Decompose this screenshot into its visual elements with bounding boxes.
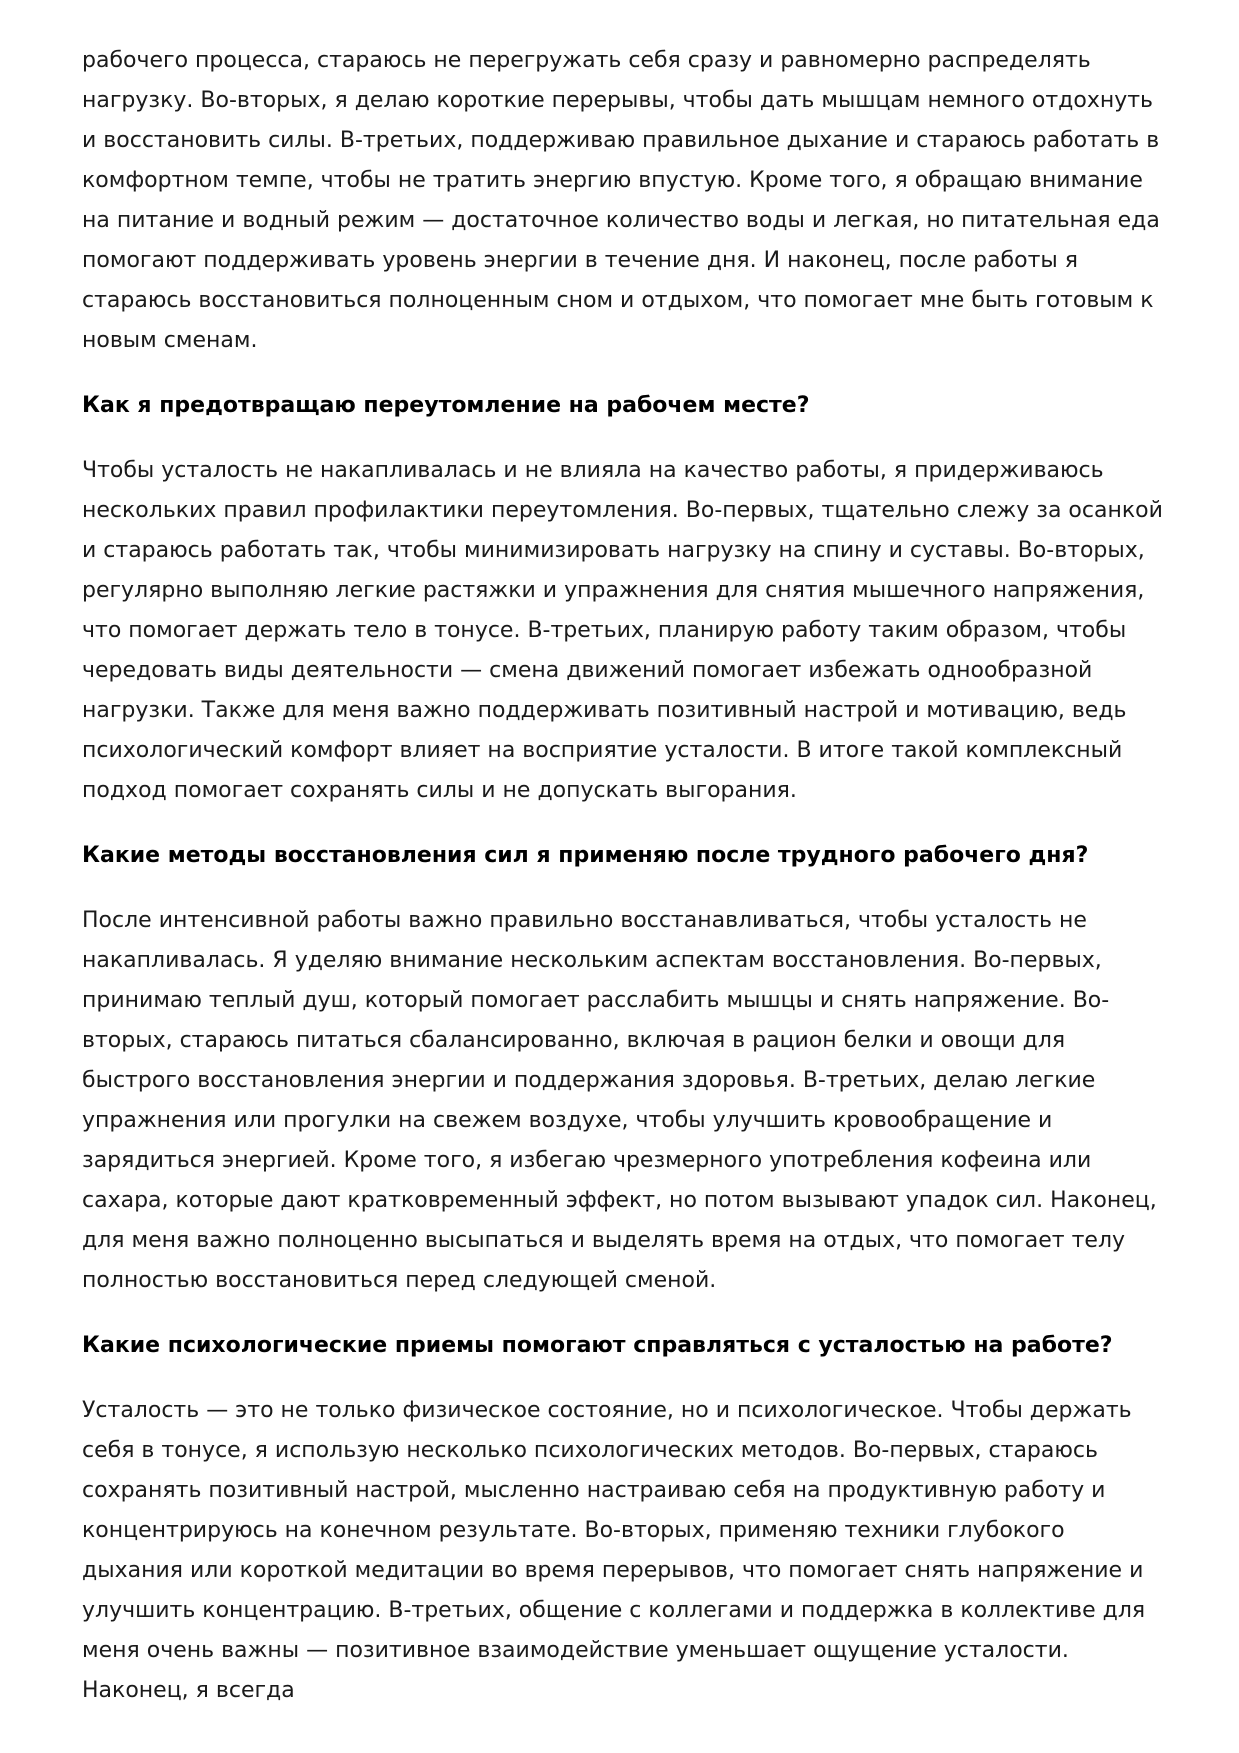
heading-recovery-methods: Какие методы восстановления сил я применяю после трудного рабочего дня? xyxy=(82,843,1089,868)
paragraph-psychological-techniques: Усталость — это не только физическое состояние, но и психологическое. Чтобы держать себя в тонусе, я использую несколько психологических методов. Во-первых, стараюсь сохранять позитивный настрой, мысленно настраиваю себя на продуктивную работу и концентрируюсь на конечном результате. Во-вторых, применяю техники глубокого дыхания или короткой медитации во время перерывов, что помогает снять напряжение и улучшить концентрацию. В-третьих, общение с коллегами и поддержка в коллективе для меня очень важны — позитивное взаимодействие уменьшает ощущение усталости. Наконец, я всегда xyxy=(82,1398,1146,1703)
document-page xyxy=(82,41,1172,1736)
paragraph-recovery-methods: После интенсивной работы важно правильно восстанавливаться, чтобы усталость не накапливалась. Я уделяю внимание нескольким аспектам восстановления. Во-первых, принимаю теплый душ, который помогает расслабить мышцы и снять напряжение. Во-вторых, стараюсь питаться сбалансированно, включая в рацион белки и овощи для быстрого восстановления энергии и поддержания здоровья. В-третьих, делаю легкие упражнения или прогулки на свежем воздухе, чтобы улучшить кровообращение и зарядиться энергией. Кроме того, я избегаю чрезмерного употребления кофеина или сахара, которые дают кратковременный эффект, но потом вызывают упадок сил. Наконец, для меня важно полноценно высыпаться и выделять время на отдых, что помогает телу полностью восстановиться перед следующей сменой. xyxy=(82,908,1157,1293)
paragraph-workload-management: рабочего процесса, стараюсь не перегружать себя сразу и равномерно распределять нагрузку. Во-вторых, я делаю короткие перерывы, чтобы дать мышцам немного отдохнуть и восстановить силы. В-третьих, поддерживаю правильное дыхание и стараюсь работать в комфортном темпе, чтобы не тратить энергию впустую. Кроме того, я обращаю внимание на питание и водный режим — достаточное количество воды и легкая, но питательная еда помогают поддерживать уровень энергии в течение дня. И наконец, после работы я стараюсь восстановиться полноценным сном и отдыхом, что помогает мне быть готовым к новым сменам. xyxy=(82,48,1160,353)
paragraph-overwork-prevention: Чтобы усталость не накапливалась и не влияла на качество работы, я придерживаюсь нескольких правил профилактики переутомления. Во-первых, тщательно слежу за осанкой и стараюсь работать так, чтобы минимизировать нагрузку на спину и суставы. Во-вторых, регулярно выполняю легкие растяжки и упражнения для снятия мышечного напряжения, что помогает держать тело в тонусе. В-третьих, планирую работу таким образом, чтобы чередовать виды деятельности — смена движений помогает избежать однообразной нагрузки. Также для меня важно поддерживать позитивный настрой и мотивацию, ведь психологический комфорт влияет на восприятие усталости. В итоге такой комплексный подход помогает сохранять силы и не допускать выгорания. xyxy=(82,458,1163,803)
heading-psychological-techniques: Какие психологические приемы помогают справляться с усталостью на работе? xyxy=(82,1333,1113,1358)
heading-overwork-prevention: Как я предотвращаю переутомление на рабочем месте? xyxy=(82,393,810,418)
